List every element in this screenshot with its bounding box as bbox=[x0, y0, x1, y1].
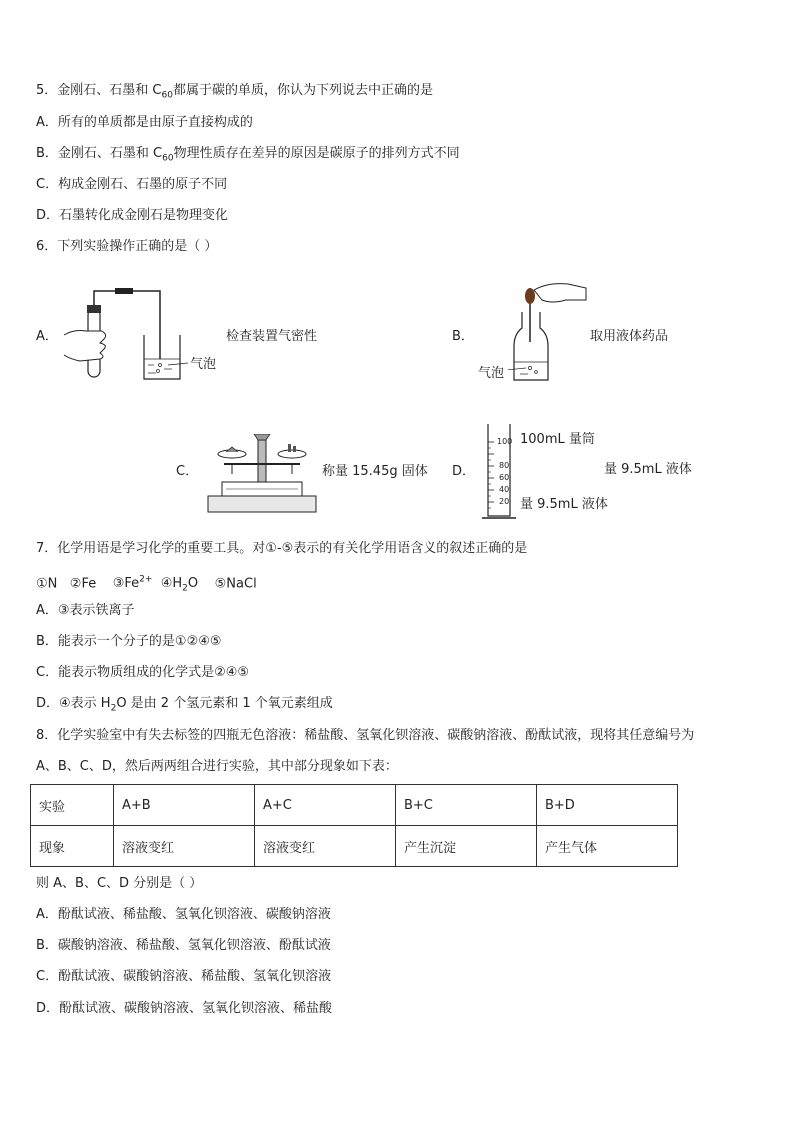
symbol-3-charge: 2+ bbox=[139, 575, 153, 585]
symbol-3-text: ③Fe bbox=[112, 576, 140, 592]
symbol-2: ②Fe bbox=[69, 576, 97, 592]
symbol-4-text-2: O bbox=[187, 576, 199, 592]
symbol-4-subscript: 2 bbox=[182, 583, 188, 594]
q8-option-d: D．酚酞试液、碳酸钠溶液、氢氧化钡溶液、稀盐酸 bbox=[36, 1001, 333, 1016]
q8-stem-line-1: 8．化学实验室中有失去标签的四瓶无色溶液：稀盐酸、氢氧化钡溶液、碳酸钠溶液、酚酞试液，现将其任意编号为 bbox=[36, 728, 695, 743]
q6-d-letter: D． bbox=[452, 464, 476, 479]
table-row bbox=[31, 785, 678, 826]
q8-option-c: C．酚酞试液、碳酸钠溶液、稀盐酸、氢氧化钡溶液 bbox=[36, 969, 332, 984]
symbol-1: ①N bbox=[36, 576, 58, 592]
q5-option-b-subscript: 60 bbox=[162, 153, 174, 164]
q6-stem: 6．下列实验操作正确的是（ ） bbox=[36, 239, 218, 254]
q6-b-letter: B． bbox=[452, 329, 474, 344]
experiment-table bbox=[30, 784, 678, 867]
q6-d-cylinder-label: 100mL 量筒 bbox=[520, 432, 595, 447]
q8-option-b: B．碳酸钠溶液、稀盐酸、氢氧化钡溶液、酚酞试液 bbox=[36, 938, 331, 953]
table-row bbox=[31, 826, 678, 867]
q5-option-b-text: B．金刚石、石墨和 C bbox=[36, 146, 163, 161]
table-cell: 溶液变红 bbox=[114, 826, 255, 867]
q5-option-b-text-2: 物理性质存在差异的原因是碳原子的排列方式不同 bbox=[173, 146, 460, 161]
q7-option-d-text-2: O 是由 2 个氢元素和 1 个氧元素组成 bbox=[116, 696, 333, 711]
q5-option-c: C．构成金刚石、石墨的原子不同 bbox=[36, 177, 228, 192]
q5-stem bbox=[36, 82, 433, 105]
q6-c-caption: 称量 15.45g 固体 bbox=[322, 464, 428, 479]
cylinder-tick-20: 20 bbox=[499, 497, 510, 506]
q6-c-letter: C． bbox=[176, 464, 199, 479]
table-cell: 产生气体 bbox=[537, 826, 678, 867]
table-cell: B+D bbox=[537, 785, 678, 826]
q8-option-a: A．酚酞试液、稀盐酸、氢氧化钡溶液、碳酸钠溶液 bbox=[36, 907, 331, 922]
q8-stem-line-2: A、B、C、D，然后两两组合进行实验，其中部分现象如下表： bbox=[36, 759, 398, 774]
q5-stem-text: 5．金刚石、石墨和 C bbox=[36, 83, 162, 98]
q5-option-a: A．所有的单质都是由原子直接构成的 bbox=[36, 115, 253, 130]
q6-b-caption: 取用液体药品 bbox=[590, 329, 669, 344]
symbol-3 bbox=[113, 576, 153, 591]
q5-stem-subscript: 60 bbox=[161, 90, 173, 101]
q7-stem: 7．化学用语是学习化学的重要工具。对①-⑤表示的有关化学用语含义的叙述正确的是 bbox=[36, 541, 528, 556]
q6-a-letter: A． bbox=[36, 329, 58, 344]
q6-b-bubble-label: 气泡 bbox=[478, 366, 505, 381]
q6-a-bubble-label: 气泡 bbox=[190, 357, 217, 372]
q7-option-d bbox=[36, 695, 333, 718]
q7-symbols bbox=[36, 571, 257, 598]
balance-scale-figure bbox=[204, 434, 320, 518]
q7-option-b: B．能表示一个分子的是①②④⑤ bbox=[36, 634, 222, 649]
q5-stem-text-2: 都属于碳的单质，你认为下列说去中正确的是 bbox=[172, 83, 433, 98]
q7-option-a: A．③表示铁离子 bbox=[36, 603, 135, 618]
airtightness-apparatus-figure bbox=[60, 283, 190, 383]
table-cell: 实验 bbox=[31, 785, 114, 826]
cylinder-tick-80: 80 bbox=[499, 461, 510, 470]
table-cell: 产生沉淀 bbox=[396, 826, 537, 867]
q7-option-d-text: D．④表示 H bbox=[36, 696, 111, 711]
q6-d-inner-label: 量 9.5mL 液体 bbox=[520, 497, 608, 512]
table-cell: 现象 bbox=[31, 826, 114, 867]
q7-option-d-subscript: 2 bbox=[110, 703, 117, 714]
table-cell: A+B bbox=[114, 785, 255, 826]
symbol-4-text: ④H bbox=[160, 576, 183, 592]
symbol-5: ⑤NaCl bbox=[214, 576, 257, 592]
q6-d-caption: 量 9.5mL 液体 bbox=[604, 462, 692, 477]
cylinder-tick-60: 60 bbox=[499, 473, 510, 482]
cylinder-tick-40: 40 bbox=[499, 485, 510, 494]
q5-option-b bbox=[36, 145, 460, 168]
q7-option-c: C．能表示物质组成的化学式是②④⑤ bbox=[36, 665, 250, 680]
table-cell: A+C bbox=[255, 785, 396, 826]
q8-question: 则 A、B、C、D 分别是（ ） bbox=[36, 876, 203, 891]
table-cell: B+C bbox=[396, 785, 537, 826]
cylinder-tick-100: 100 bbox=[497, 437, 513, 446]
q6-a-caption: 检查装置气密性 bbox=[226, 329, 318, 344]
symbol-4 bbox=[160, 576, 199, 594]
table-cell: 溶液变红 bbox=[255, 826, 396, 867]
dropper-bottle-figure bbox=[508, 278, 588, 388]
q5-option-d: D．石墨转化成金刚石是物理变化 bbox=[36, 208, 229, 223]
